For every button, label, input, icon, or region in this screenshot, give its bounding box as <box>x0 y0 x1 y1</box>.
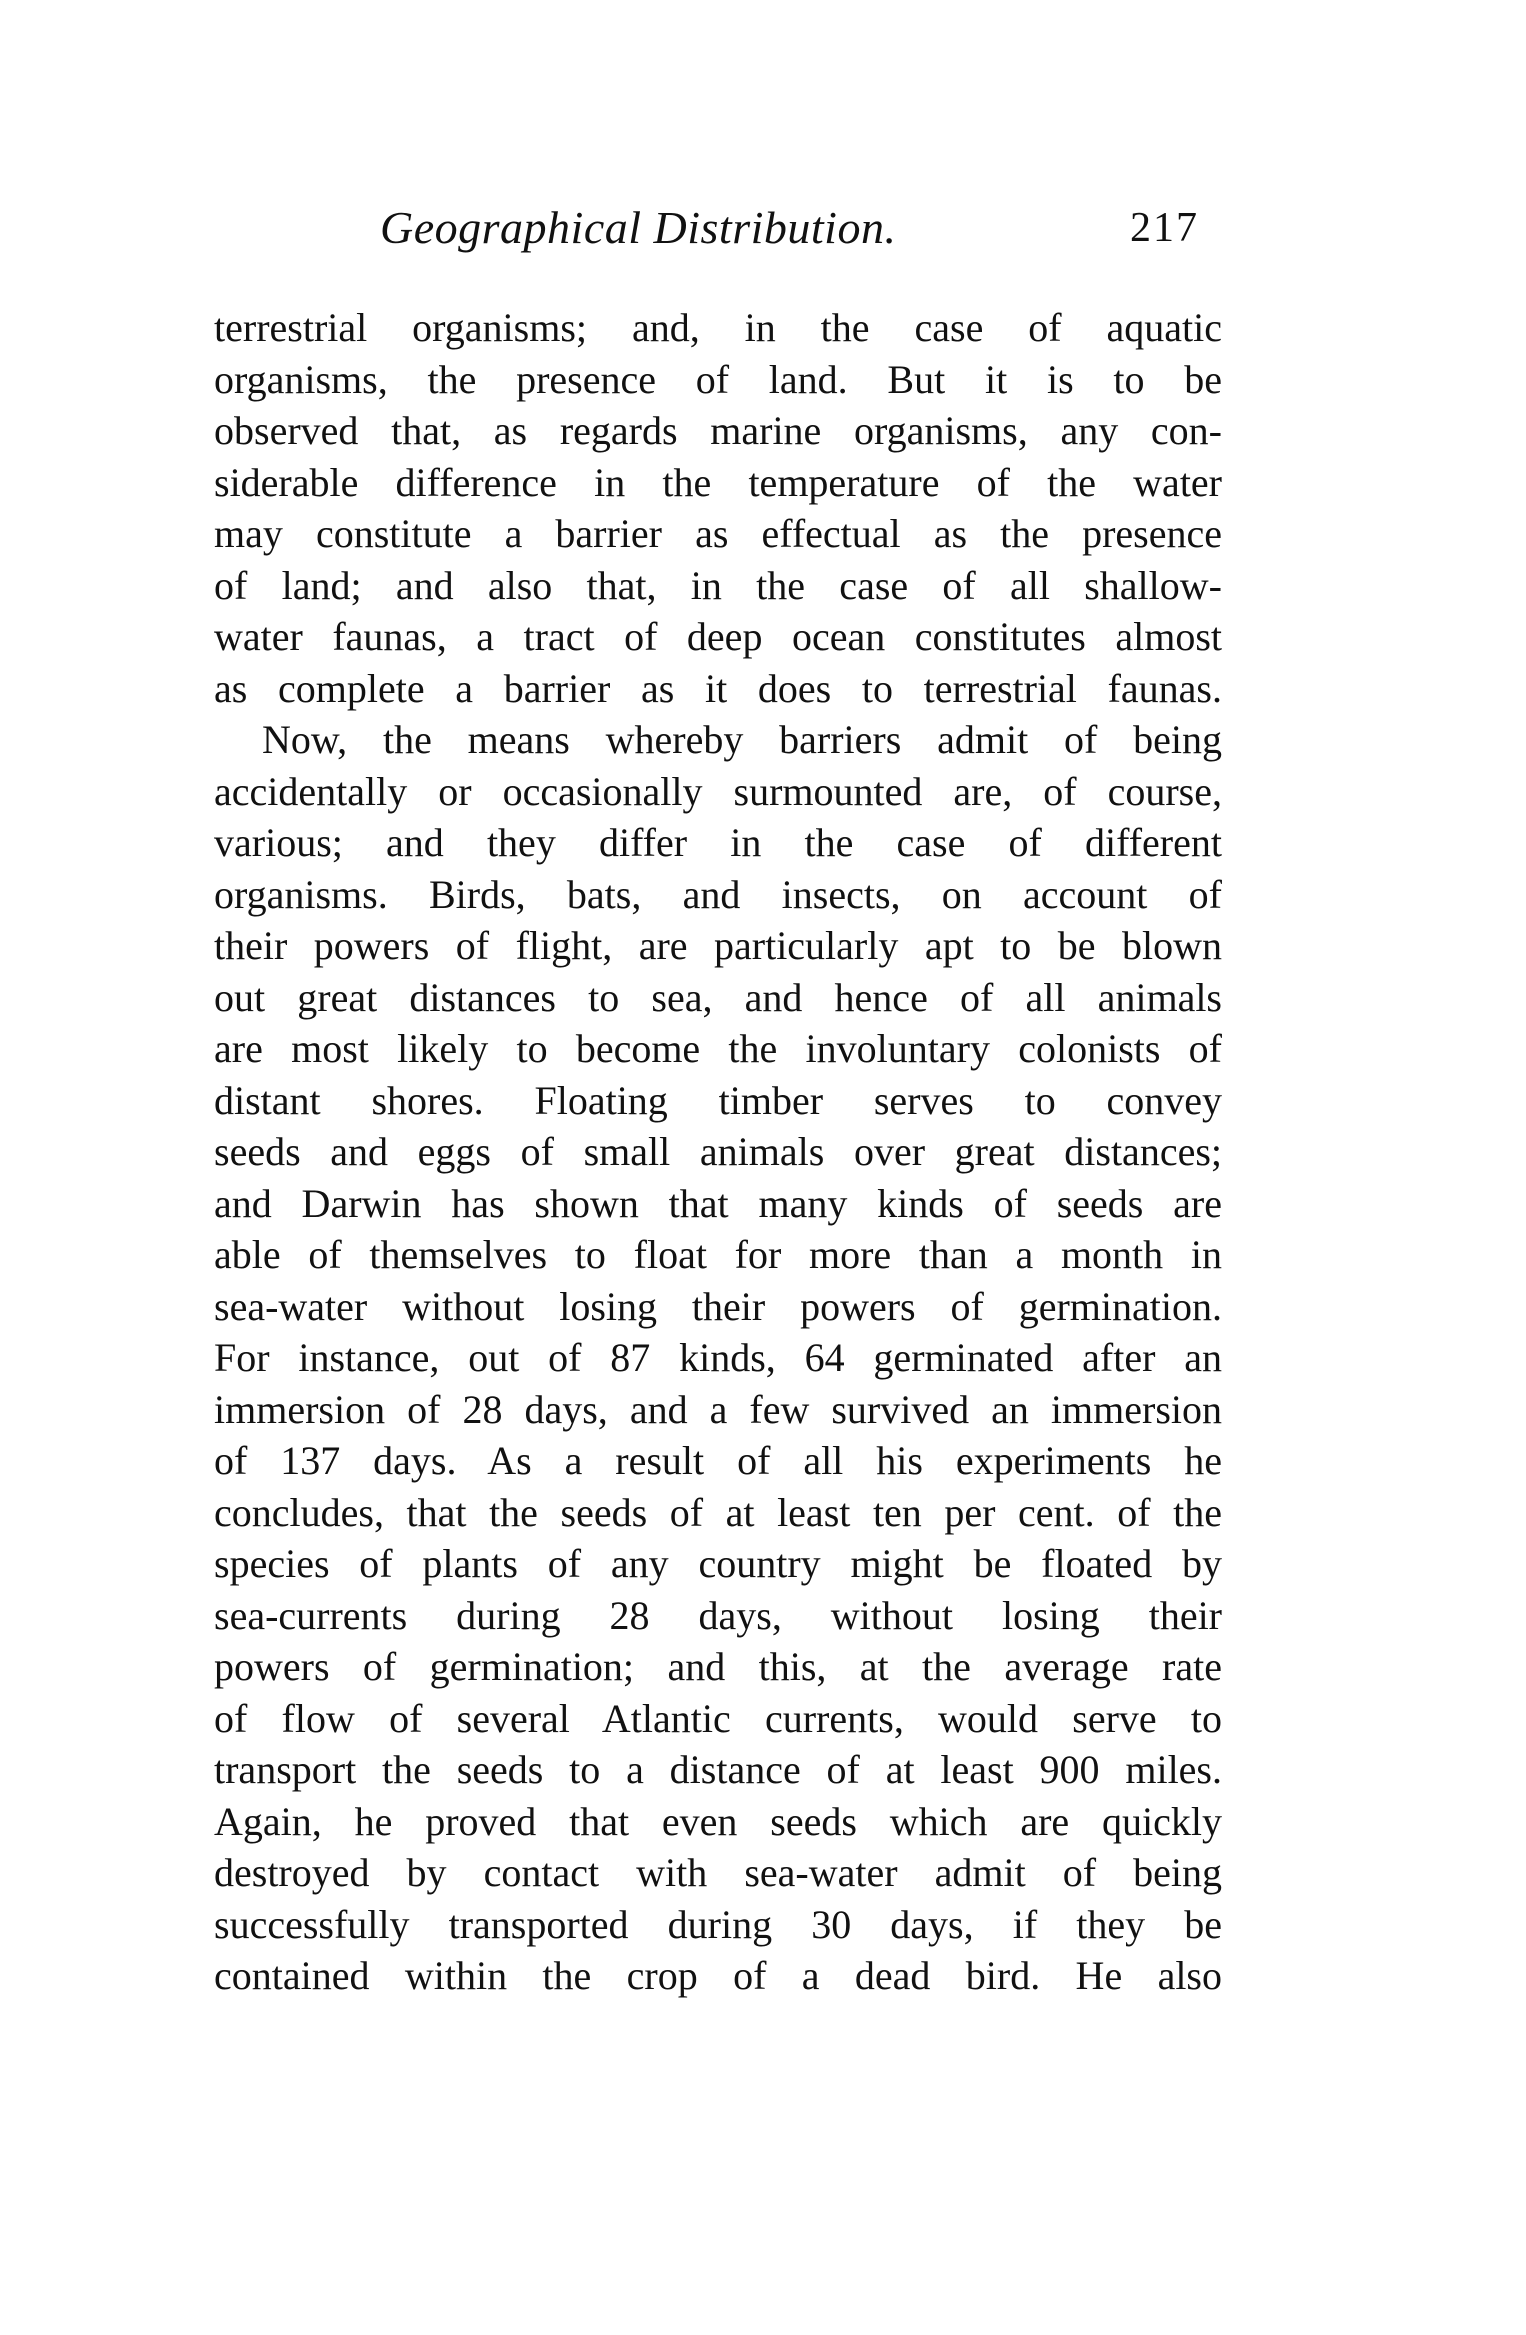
text-line: powers of germination; and this, at the average rate <box>214 1644 1222 1689</box>
text-line: species of plants of any country might be floated by <box>214 1541 1222 1586</box>
text-line: various; and they differ in the case of different <box>214 820 1222 865</box>
text-line: of land; and also that, in the case of all shallow- <box>214 562 1222 608</box>
text-line: out great distances to sea, and hence of all animals <box>214 974 1222 1020</box>
text-line: are most likely to become the involuntary colonists of <box>214 1026 1222 1071</box>
text-line: accidentally or occasionally surmounted are, of course, <box>214 768 1222 814</box>
text-line: sea-currents during 28 days, without losing their <box>214 1592 1222 1638</box>
text-line: and Darwin has shown that many kinds of seeds are <box>214 1180 1222 1226</box>
text-line: siderable difference in the temperature of the water <box>214 459 1222 505</box>
text-line: of flow of several Atlantic currents, would serve to <box>214 1695 1222 1741</box>
text-line: distant shores. Floating timber serves to convey <box>214 1077 1222 1123</box>
text-line: water faunas, a tract of deep ocean constitutes almost <box>214 614 1222 659</box>
text-line: immersion of 28 days, and a few survived an immersion <box>214 1386 1222 1432</box>
text-line: as complete a barrier as it does to terrestrial faunas. <box>214 665 1222 711</box>
running-head <box>0 198 1526 258</box>
text-line: Again, he proved that even seeds which are quickly <box>214 1798 1222 1844</box>
text-line: Now, the means whereby barriers admit of being <box>262 717 1222 762</box>
text-line: transport the seeds to a distance of at least 900 miles. <box>214 1747 1222 1792</box>
text-line: contained within the crop of a dead bird. He also <box>214 1953 1222 1998</box>
text-line: able of themselves to float for more than a month in <box>214 1232 1222 1277</box>
text-line: successfully transported during 30 days, if they be <box>214 1901 1222 1947</box>
running-title: Geographical Distribution. <box>380 202 897 253</box>
text-line: observed that, as regards marine organisms, any con- <box>214 408 1222 453</box>
text-line: of 137 days. As a result of all his experiments he <box>214 1438 1222 1483</box>
text-line: their powers of flight, are particularly apt to be blown <box>214 923 1222 968</box>
text-line: seeds and eggs of small animals over great distances; <box>214 1129 1222 1174</box>
body-text <box>214 302 1222 2002</box>
text-line: may constitute a barrier as effectual as the presence <box>214 511 1222 556</box>
text-line: organisms. Birds, bats, and insects, on account of <box>214 871 1222 917</box>
text-line: destroyed by contact with sea-water admit of being <box>214 1850 1222 1895</box>
text-line: sea-water without losing their powers of germination. <box>214 1283 1222 1329</box>
text-line: organisms, the presence of land. But it is to be <box>214 356 1222 402</box>
text-line: terrestrial organisms; and, in the case of aquatic <box>214 305 1222 350</box>
text-line: concludes, that the seeds of at least ten per cent. of the <box>214 1489 1222 1535</box>
page-number: 217 <box>1130 205 1199 251</box>
text-line: For instance, out of 87 kinds, 64 germinated after an <box>214 1335 1222 1380</box>
